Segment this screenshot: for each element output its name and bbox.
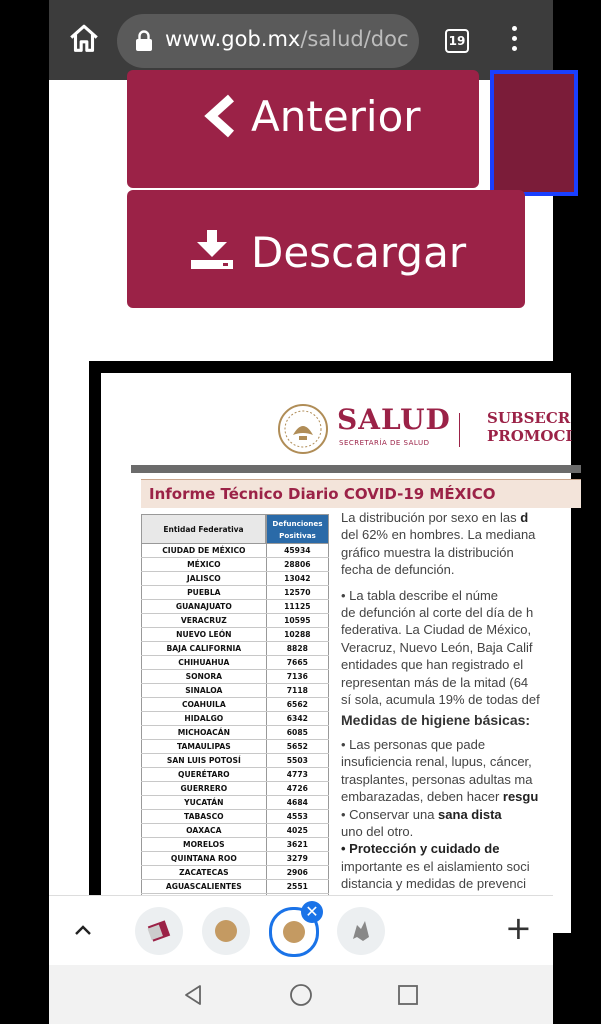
previous-button[interactable]	[127, 70, 479, 188]
table-row	[141, 544, 329, 558]
table-body	[141, 544, 329, 922]
tab-thumbnail[interactable]	[337, 907, 385, 955]
text-line: sí sola, acumula 19% de todas def	[341, 692, 540, 708]
state-name: MORELOS	[141, 838, 267, 851]
state-name: CHIHUAHUA	[141, 656, 267, 669]
state-name: TABASCO	[141, 810, 267, 823]
text-line: • Las personas que pade	[341, 736, 486, 752]
home-icon[interactable]	[67, 22, 101, 56]
text-line: La distribución por sexo en las	[341, 510, 521, 525]
state-name: HIDALGO	[141, 712, 267, 725]
gob-favicon-icon	[283, 921, 305, 943]
table-row	[141, 852, 329, 866]
text-line: distancia y medidas de prevenci	[341, 876, 526, 892]
text-line: insuficiencia renal, lupus, cáncer,	[341, 754, 532, 770]
hygiene-heading: Medidas de higiene básicas:	[341, 712, 531, 729]
recents-icon[interactable]	[396, 983, 420, 1007]
brand-title: SALUD	[337, 403, 451, 436]
previous-label: Anterior	[251, 92, 421, 141]
table-row	[141, 712, 329, 726]
home-circle-icon[interactable]	[289, 983, 313, 1007]
death-count: 6342	[267, 712, 329, 725]
header-divider	[459, 413, 460, 447]
address-bar[interactable]	[117, 14, 419, 68]
map-favicon-icon	[337, 907, 385, 955]
table-row	[141, 684, 329, 698]
download-icon	[189, 230, 235, 270]
death-count: 11125	[267, 600, 329, 613]
document-viewer[interactable]	[89, 361, 573, 921]
text-line: representan más de la mitad (64	[341, 674, 529, 690]
tab-switcher-strip	[49, 895, 553, 966]
table-row	[141, 558, 329, 572]
chevron-left-icon	[201, 94, 241, 138]
death-count: 28806	[267, 558, 329, 571]
state-name: AGUASCALIENTES	[141, 880, 267, 893]
tab-count: 19	[448, 34, 466, 48]
state-name: TAMAULIPAS	[141, 740, 267, 753]
text-line: embarazadas, deben hacer	[341, 789, 503, 805]
death-count: 6562	[267, 698, 329, 711]
text-line: gráfico muestra la distribución	[341, 544, 514, 560]
subsecretaria-label	[487, 409, 572, 445]
brand-subtitle: SECRETARÍA DE SALUD	[339, 439, 430, 447]
table-row	[141, 698, 329, 712]
text-line: entidades que han registrado el	[341, 657, 524, 673]
table-row	[141, 880, 329, 894]
state-name: MÉXICO	[141, 558, 267, 571]
table-row	[141, 768, 329, 782]
state-name: PUEBLA	[141, 586, 267, 599]
table-row	[141, 796, 329, 810]
system-nav-bar	[49, 965, 553, 1024]
text-bold: • Protección y cuidado de	[341, 841, 500, 857]
state-name: BAJA CALIFORNIA	[141, 642, 267, 655]
page-content	[49, 80, 573, 895]
death-count: 4025	[267, 824, 329, 837]
report-title-bar	[141, 479, 581, 508]
table-row	[141, 586, 329, 600]
tabs-icon[interactable]	[445, 29, 469, 53]
death-count: 4553	[267, 810, 329, 823]
death-count: 13042	[267, 572, 329, 585]
chevron-up-icon[interactable]	[71, 918, 95, 942]
table-row	[141, 838, 329, 852]
text-bold: sana dista	[438, 806, 502, 822]
state-name: OAXACA	[141, 824, 267, 837]
table-header	[141, 514, 329, 544]
text-line: del 62% en hombres. La mediana	[341, 527, 536, 543]
download-button[interactable]	[127, 190, 525, 308]
state-name: NUEVO LEÓN	[141, 628, 267, 641]
header-state: Entidad Federativa	[141, 514, 266, 544]
table-row	[141, 754, 329, 768]
text-line: trasplantes, personas adultas ma	[341, 771, 533, 787]
back-icon[interactable]	[181, 983, 205, 1007]
state-name: MICHOACÁN	[141, 726, 267, 739]
table-row	[141, 726, 329, 740]
state-name: VERACRUZ	[141, 614, 267, 627]
table-row	[141, 614, 329, 628]
state-name: QUINTANA ROO	[141, 852, 267, 865]
url-text	[165, 27, 409, 51]
text-line: uno del otro.	[341, 823, 414, 839]
url-host: www.gob.mx	[165, 27, 301, 51]
state-name: SAN LUIS POTOSÍ	[141, 754, 267, 767]
subsec-line-1: SUBSECR	[487, 409, 571, 427]
death-count: 7136	[267, 670, 329, 683]
header-deaths	[266, 514, 329, 544]
table-row	[141, 642, 329, 656]
deaths-by-state-table	[141, 514, 329, 922]
text-line: importante es el aislamiento soci	[341, 858, 530, 874]
browser-toolbar	[49, 0, 553, 80]
table-row	[141, 782, 329, 796]
death-count: 2906	[267, 866, 329, 879]
death-count: 4726	[267, 782, 329, 795]
download-label: Descargar	[251, 228, 467, 277]
lock-icon	[135, 30, 153, 52]
state-name: CIUDAD DE MÉXICO	[141, 544, 267, 557]
text-line: federativa. La Ciudad de México,	[341, 622, 532, 638]
table-row	[141, 628, 329, 642]
text-line: • La tabla describe el núme	[341, 587, 499, 603]
death-count: 5652	[267, 740, 329, 753]
death-count: 2551	[267, 880, 329, 893]
table-row	[141, 824, 329, 838]
death-count: 7118	[267, 684, 329, 697]
table-row	[141, 600, 329, 614]
state-name: SONORA	[141, 670, 267, 683]
state-name: YUCATÁN	[141, 796, 267, 809]
text-bold: resgu	[502, 789, 539, 805]
table-row	[141, 810, 329, 824]
state-name: GUANAJUATO	[141, 600, 267, 613]
header-deaths-line-2: Positivas	[279, 531, 316, 540]
gob-favicon-icon	[215, 920, 237, 942]
tab-thumbnail[interactable]	[202, 907, 250, 955]
phone-screen	[49, 0, 573, 1024]
text-line: Veracruz, Nuevo León, Baja Calif	[341, 639, 533, 655]
death-count: 7665	[267, 656, 329, 669]
death-count: 45934	[267, 544, 329, 557]
header-deaths-line-1: Defunciones	[272, 519, 323, 528]
url-path: /salud/doc	[300, 27, 409, 51]
death-count: 6085	[267, 726, 329, 739]
next-button[interactable]	[490, 70, 578, 196]
document-page	[101, 373, 571, 933]
text-line: • Conservar una	[341, 806, 439, 822]
tab-thumbnail[interactable]	[135, 907, 183, 955]
new-tab-icon[interactable]: +	[505, 909, 532, 947]
mexico-seal-icon	[277, 403, 329, 455]
table-row	[141, 572, 329, 586]
death-count: 4773	[267, 768, 329, 781]
table-row	[141, 740, 329, 754]
text-bold: d	[520, 510, 529, 525]
death-count: 4684	[267, 796, 329, 809]
document-favicon-icon	[135, 907, 183, 955]
death-count: 8828	[267, 642, 329, 655]
table-row	[141, 670, 329, 684]
state-name: QUERÉTARO	[141, 768, 267, 781]
table-row	[141, 656, 329, 670]
subsec-line-2: PROMOCI	[487, 427, 573, 445]
report-title: Informe Técnico Diario COVID-19 MÉXICO	[149, 485, 496, 503]
death-count: 10595	[267, 614, 329, 627]
death-count: 3279	[267, 852, 329, 865]
report-text	[341, 509, 601, 910]
state-name: GUERRERO	[141, 782, 267, 795]
state-name: ZACATECAS	[141, 866, 267, 879]
death-count: 3621	[267, 838, 329, 851]
menu-icon[interactable]	[504, 26, 524, 56]
state-name: COAHUILA	[141, 698, 267, 711]
close-tab-icon[interactable]: ✕	[301, 901, 323, 923]
state-name: JALISCO	[141, 572, 267, 585]
death-count: 10288	[267, 628, 329, 641]
header-rule	[131, 465, 581, 473]
state-name: SINALOA	[141, 684, 267, 697]
text-line: de defunción al corte del día de h	[341, 605, 534, 621]
death-count: 12570	[267, 586, 329, 599]
table-row	[141, 866, 329, 880]
death-count: 5503	[267, 754, 329, 767]
text-line: fecha de defunción.	[341, 562, 455, 578]
